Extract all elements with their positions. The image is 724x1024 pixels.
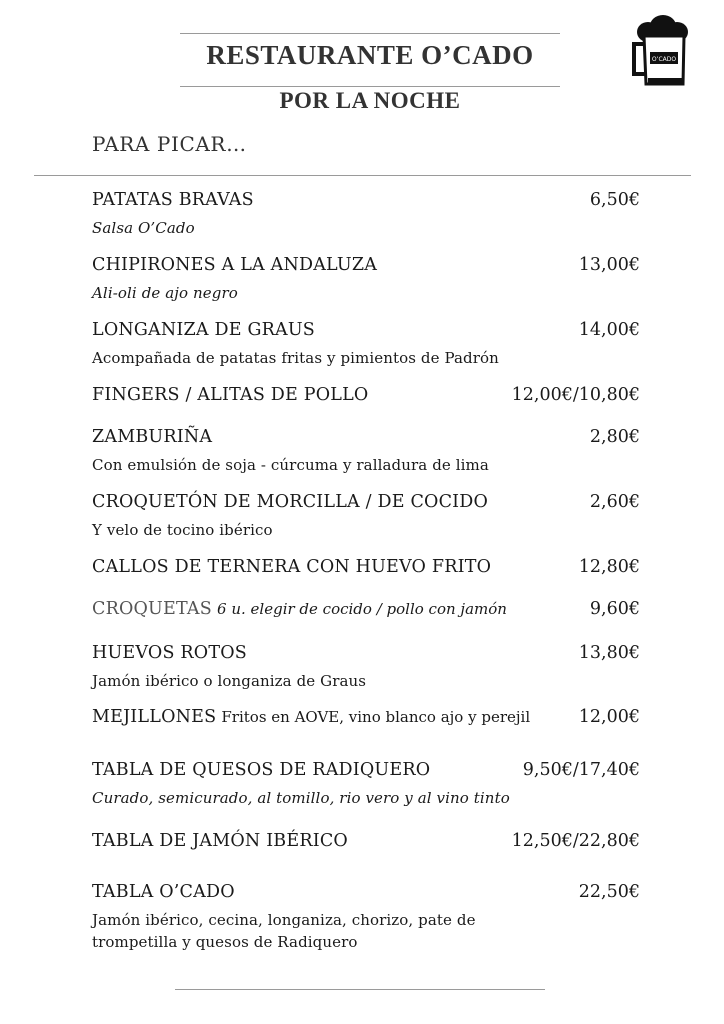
restaurant-title: RESTAURANTE O’CADO bbox=[206, 40, 534, 70]
item-name: CROQUETAS bbox=[92, 599, 212, 619]
item-name: HUEVOS ROTOS bbox=[92, 643, 247, 663]
item-price: 12,00€ bbox=[578, 707, 640, 727]
item-name: CHIPIRONES A LA ANDALUZA bbox=[92, 255, 378, 275]
item-name: CROQUETÓN DE MORCILLA / DE COCIDO bbox=[92, 492, 489, 512]
item-price: 12,80€ bbox=[578, 557, 640, 577]
menu-item bbox=[92, 320, 640, 369]
item-price: 22,50€ bbox=[578, 882, 640, 902]
menu-item bbox=[92, 760, 640, 809]
item-name: TABLA DE JAMÓN IBÉRICO bbox=[92, 831, 348, 851]
item-price: 12,00€/10,80€ bbox=[511, 385, 640, 405]
item-inline-description: Fritos en AOVE, vino blanco ajo y perejil bbox=[221, 708, 531, 726]
item-description: Y velo de tocino ibérico bbox=[92, 521, 273, 539]
item-price: 2,60€ bbox=[589, 492, 640, 512]
menu-item bbox=[92, 492, 640, 541]
item-price: 13,80€ bbox=[578, 643, 640, 663]
item-description: Jamón ibérico, cecina, longaniza, chorizo, pate de bbox=[92, 911, 476, 929]
item-name: TABLA O’CADO bbox=[92, 882, 235, 902]
item-name: LONGANIZA DE GRAUS bbox=[92, 320, 315, 340]
item-name: TABLA DE QUESOS DE RADIQUERO bbox=[92, 760, 431, 780]
item-price: 13,00€ bbox=[578, 255, 640, 275]
menu-item bbox=[92, 255, 640, 304]
item-price: 9,60€ bbox=[589, 599, 640, 619]
logo-text: O’CADO bbox=[651, 56, 677, 63]
item-price: 2,80€ bbox=[589, 427, 640, 447]
item-price: 9,50€/17,40€ bbox=[522, 760, 640, 780]
footer-rule bbox=[175, 989, 545, 990]
item-description: Curado, semicurado, al tomillo, rio vero y al vino tinto bbox=[92, 789, 510, 807]
item-description: Salsa O’Cado bbox=[92, 219, 195, 237]
header-middle-rule bbox=[180, 86, 560, 87]
item-name: PATATAS BRAVAS bbox=[92, 190, 254, 210]
menu-item bbox=[92, 599, 640, 623]
item-price: 14,00€ bbox=[578, 320, 640, 340]
menu-item bbox=[92, 385, 640, 409]
menu-item bbox=[92, 831, 640, 855]
item-price: 12,50€/22,80€ bbox=[511, 831, 640, 851]
item-description: Ali-oli de ajo negro bbox=[92, 284, 238, 302]
beer-mug-logo-icon bbox=[630, 14, 692, 90]
item-name: CALLOS DE TERNERA CON HUEVO FRITO bbox=[92, 557, 492, 577]
menu-item bbox=[92, 557, 640, 581]
item-description: Con emulsión de soja - cúrcuma y ralladura de lima bbox=[92, 456, 489, 474]
menu-item bbox=[92, 882, 640, 953]
item-name: FINGERS / ALITAS DE POLLO bbox=[92, 385, 369, 405]
section-heading: PARA PICAR… bbox=[92, 132, 247, 156]
item-price: 6,50€ bbox=[589, 190, 640, 210]
menu-subtitle: POR LA NOCHE bbox=[279, 88, 461, 113]
menu-item bbox=[92, 707, 640, 731]
item-name: ZAMBURIÑA bbox=[92, 427, 213, 447]
item-description-line2: trompetilla y quesos de Radiquero bbox=[92, 933, 358, 951]
menu-item bbox=[92, 427, 640, 476]
section-rule bbox=[34, 175, 691, 176]
item-name: MEJILLONES bbox=[92, 707, 217, 727]
item-description: Acompañada de patatas fritas y pimientos de Padrón bbox=[92, 349, 499, 367]
item-inline-description: 6 u. elegir de cocido / pollo con jamón bbox=[217, 600, 507, 618]
menu-item bbox=[92, 190, 640, 239]
header-top-rule bbox=[180, 33, 560, 34]
item-description: Jamón ibérico o longaniza de Graus bbox=[92, 672, 367, 690]
menu-item bbox=[92, 643, 640, 692]
